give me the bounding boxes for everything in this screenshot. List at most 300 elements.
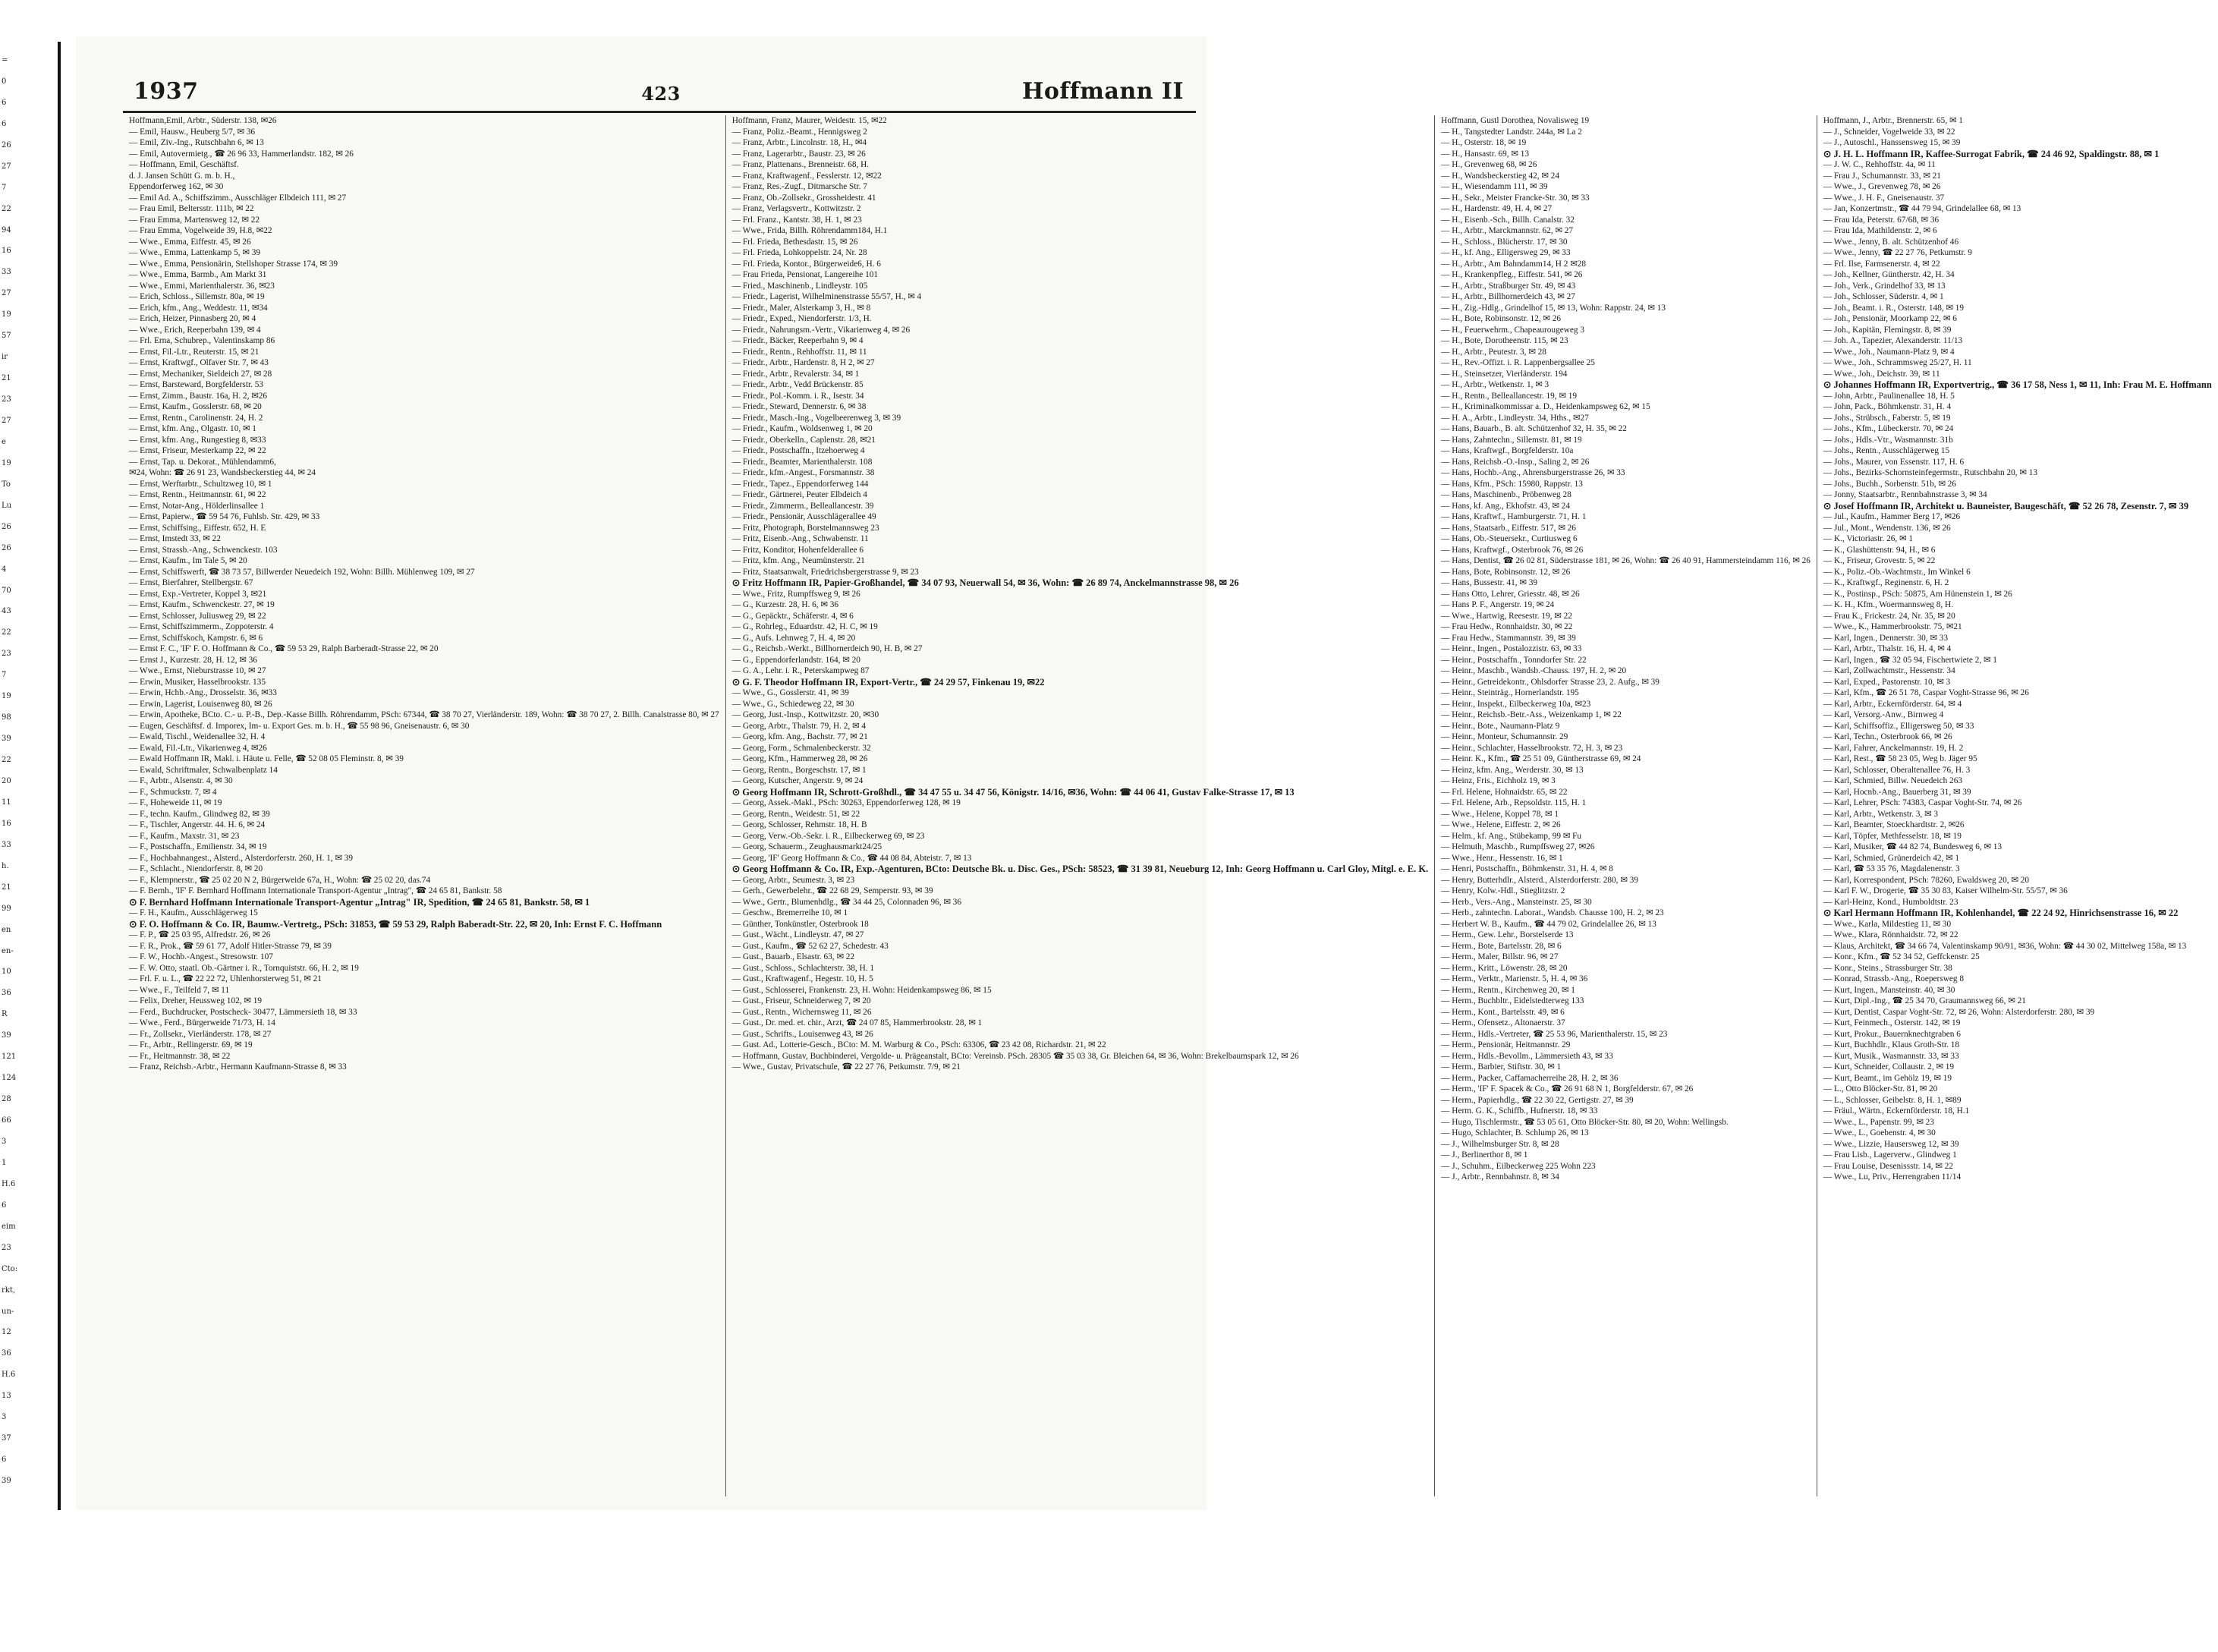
directory-entry: — H., Krankenpfleg., Eiffestr. 541, ✉ 26 [1441, 270, 1583, 279]
directory-entry: — Ernst J., Kurzestr. 28, H. 12, ✉ 36 [129, 655, 257, 665]
directory-entry: — Franz, Reichsb.-Arbtr., Hermann Kaufmann-Strasse 8, ✉ 33 [129, 1062, 347, 1071]
directory-entry: — Ernst, kfm. Ang., Olgastr. 10, ✉ 1 [129, 424, 256, 433]
directory-entry: — Hoffmann, Gustav, Buchbinderei, Vergolde- u. Prägeanstalt, BCto: Vereinsb. PSch. 28305 ☎ 35 03 38, Gr. Bleichen 64, ✉ 36, Wohn: Brekelbaumspark 12, ✉ 26 [731, 1051, 1299, 1061]
directory-entry: — Georg, Rentn., Weidestr. 51, ✉ 22 [731, 809, 860, 819]
margin-fragment: 16 [2, 819, 11, 828]
directory-entry: — Herm., Hdls.-Vertreter, ☎ 25 53 96, Marienthalerstr. 15, ✉ 23 [1441, 1029, 1668, 1039]
directory-entry: — Karl, Schmied, Grünerdeich 42, ✉ 1 [1823, 853, 1960, 863]
directory-entry: — Fritz, Eisenb.-Ang., Schwabenstr. 11 [731, 534, 869, 543]
directory-entry: — Frau Hedw., Stammannstr. 39, ✉ 39 [1441, 633, 1576, 643]
directory-entry: — Wwe., K., Hammerbrookstr. 75, ✉21 [1823, 622, 1962, 631]
directory-entry: — Hugo, Tischlermstr., ☎ 53 05 61, Otto Blöcker-Str. 80, ✉ 20, Wohn: Wellingsb. [1441, 1117, 1729, 1127]
directory-entry: — H., Feuerwehrm., Chapeaurougeweg 3 [1441, 325, 1585, 335]
directory-entry: — G., Aufs. Lehnweg 7, H. 4, ✉ 20 [731, 633, 856, 643]
directory-entry: — Frl. Ilse, Farmsenerstr. 4, ✉ 22 [1823, 259, 1940, 269]
directory-entry: — Wwe., Hartwig, Reesestr. 19, ✉ 22 [1441, 611, 1572, 621]
margin-fragment: rkt, [2, 1285, 16, 1295]
directory-entry: — Karl, Techn., Osterbrook 66, ✉ 26 [1823, 732, 1952, 741]
directory-entry: — H., Hardenstr. 49, H. 4, ✉ 27 [1441, 204, 1553, 213]
margin-fragment: 1 [2, 1158, 7, 1167]
margin-fragment: 6 [2, 1200, 7, 1210]
directory-entry: — H., Schloss., Blücherstr. 17, ✉ 30 [1441, 237, 1568, 247]
margin-fragment: 39 [2, 1031, 11, 1040]
directory-entry: — F., techn. Kaufm., Glindweg 82, ✉ 39 [129, 809, 270, 819]
margin-fragment: 13 [2, 1392, 11, 1401]
column-3 [1434, 115, 1817, 1496]
directory-entry: — Helm., kf. Ang., Stübekamp, 99 ✉ Fu [1441, 831, 1582, 841]
directory-entry: — Konr., Kfm., ☎ 52 34 52, Geffckenstr. 25 [1823, 952, 1980, 961]
directory-entry: ⊙ Georg Hoffmann & Co. IR, Exp.-Agenturen, BCto: Deutsche Bk. u. Disc. Ges., PSch: 58523, ☎ 31 39 81, Neueburg 12, Inh: Georg Hoffmann u. Carl Gloy, Mitgl. e. E. K. [731, 864, 1429, 874]
directory-entry: — Hans, Ob.-Steuersekr., Curtiusweg 6 [1441, 534, 1578, 543]
directory-entry: — Fr., Zollsekr., Vierländerstr. 178, ✉ 27 [129, 1029, 272, 1039]
directory-entry: — Hugo, Schlachter, B. Schlump 26, ✉ 13 [1441, 1128, 1589, 1138]
margin-fragment: 6 [2, 1455, 7, 1465]
directory-entry: — J., Schuhm., Eilbeckerweg 225 Wohn 223 [1441, 1161, 1596, 1171]
directory-entry: — Frl. Frieda, Lohkoppelstr. 24, Nr. 28 [731, 248, 867, 257]
directory-entry: — Frl. Frieda, Kontor., Bürgerweide6, H. 6 [731, 259, 881, 269]
directory-entry: — Gust., Dr. med. et. chir., Arzt, ☎ 24 07 85, Hammerbrookstr. 28, ✉ 1 [731, 1018, 983, 1027]
directory-entry: — Geschw., Bremerreihe 10, ✉ 1 [731, 908, 848, 917]
directory-entry: — Gust., Schloss., Schlachterstr. 38, H. 1 [731, 963, 875, 973]
directory-entry: — Karl, Beamter, Stoeckhardtstr. 2, ✉26 [1823, 820, 1965, 829]
directory-entry: — Wwe., Jenny, ☎ 22 27 76, Petkumstr. 9 [1823, 248, 1972, 257]
directory-entry: — G., Reichsb.-Werkt., Billhornerdeich 90, H. B, ✉ 27 [731, 644, 923, 653]
directory-entry: — H., Osterstr. 18, ✉ 19 [1441, 138, 1527, 147]
directory-entry: — Herm., Hdls.-Bevollm., Lämmersieth 43, ✉ 33 [1441, 1051, 1613, 1061]
directory-entry: ⊙ Josef Hoffmann IR, Architekt u. Bauneister, Baugeschäft, ☎ 52 26 78, Zesenstr. 7, ✉ 39 [1823, 500, 2189, 511]
directory-entry: — Heinr., Getreidekontr., Ohlsdorfer Strasse 23, 2. Aufg., ✉ 39 [1441, 677, 1660, 687]
directory-entry: — Friedr., Pensionär, Ausschlägerallee 49 [731, 512, 876, 521]
directory-entry: Hoffmann, Gustl Dorothea, Novalisweg 19 [1441, 116, 1590, 125]
directory-entry: — Ernst, Zimm., Baustr. 16a, H. 2, ✉26 [129, 391, 268, 401]
directory-entry: — F., Postschaffn., Emilienstr. 34, ✉ 19 [129, 842, 267, 851]
directory-entry: — John, Pack., Böhmkenstr. 31, H. 4 [1823, 402, 1952, 411]
directory-entry: — Henri, Postschaffn., Böhmkenstr. 31, H. 4, ✉ 8 [1441, 864, 1613, 873]
directory-entry: — Karl, Arbtr., Eckernförderstr. 64, ✉ 4 [1823, 699, 1962, 709]
directory-entry: — Wwe., J., Grevenweg 78, ✉ 26 [1823, 182, 1941, 191]
directory-entry: — Wwe., Emma, Barmb., Am Markt 31 [129, 270, 267, 279]
directory-entry: — G., Eppendorferlandstr. 164, ✉ 20 [731, 655, 860, 665]
directory-entry: — Karl, Versorg.-Anw., Birnweg 4 [1823, 710, 1944, 719]
directory-entry: — Hans Otto, Lehrer, Griesstr. 48, ✉ 26 [1441, 589, 1580, 599]
directory-entry: — Friedr., Bäcker, Reeperbahn 9, ✉ 4 [731, 336, 864, 345]
directory-entry: — Franz, Kraftwagenf., Fesslerstr. 12, ✉22 [731, 171, 882, 181]
directory-entry: — Friedr., Tapez., Eppendorferweg 144 [731, 479, 869, 489]
directory-entry: — Henry, Butterhdlr., Alsterd., Alsterdorferstr. 280, ✉ 39 [1441, 875, 1638, 885]
margin-fragment: H.6 [2, 1370, 16, 1380]
margin-fragment: 22 [2, 756, 11, 765]
directory-entry: — Ernst, Papierw., ☎ 59 54 76, Fuhlsb. Str. 429, ✉ 33 [129, 512, 320, 521]
directory-entry: — Karl, Schmied, Billw. Neuedeich 263 [1823, 776, 1963, 785]
directory-entry: — Hoffmann, Emil, Geschäftsf. [129, 160, 239, 169]
directory-entry: — Gerh., Gewerbelehr., ☎ 22 68 29, Semperstr. 93, ✉ 39 [731, 886, 933, 895]
margin-fragment: 23 [2, 1243, 11, 1252]
page-header [123, 78, 1199, 112]
margin-fragment: 39 [2, 1477, 11, 1486]
directory-entry: — Georg, Assek.-Makl., PSch: 30263, Eppendorferweg 128, ✉ 19 [731, 798, 961, 807]
directory-entry: — Franz, Verlagsvertr., Kottwitzstr. 2 [731, 204, 861, 213]
margin-fragment: 43 [2, 607, 11, 616]
directory-entry: — Herb., zahntechn. Laborat., Wandsb. Chausse 100, H. 2, ✉ 23 [1441, 908, 1664, 917]
directory-entry: — G., Kurzestr. 28, H. 6, ✉ 36 [731, 600, 839, 609]
directory-entry: — Franz, Arbtr., Lincolnstr. 18, H., ✉4 [731, 138, 867, 147]
directory-entry: — Ernst F. C., 'IF' F. O. Hoffmann & Co., ☎ 59 53 29, Ralph Barberadt-Strasse 22, ✉ 20 [129, 644, 439, 653]
margin-fragment: 36 [2, 989, 11, 998]
directory-entry: — Frl. Franz., Kantstr. 38, H. 1, ✉ 23 [731, 215, 862, 225]
directory-entry: — Kurt, Ingen., Mansteinstr. 40, ✉ 30 [1823, 985, 1955, 995]
directory-entry: — Gust., Kaufm., ☎ 52 62 27, Schedestr. 43 [731, 941, 889, 951]
directory-entry: — Frl. Helene, Hohnaidstr. 65, ✉ 22 [1441, 787, 1568, 797]
directory-entry: — Georg, Form., Schmalenbeckerstr. 32 [731, 743, 871, 753]
directory-entry: — Ernst, Kaufm., Gosslerstr. 68, ✉ 20 [129, 402, 262, 411]
directory-entry: — Ernst, Kaufm., Im Tale 5, ✉ 20 [129, 556, 247, 565]
directory-entry: — Johs., Strübsch., Faberstr. 5, ✉ 19 [1823, 413, 1951, 423]
directory-entry: — Johs., Bezirks-Schornsteinfegermstr., Rutschbahn 20, ✉ 13 [1823, 468, 2038, 477]
directory-entry: — Georg, Arbtr., Seumestr. 3, ✉ 23 [731, 875, 855, 885]
directory-entry: — Kurt, Dipl.-Ing., ☎ 25 34 70, Graumannsweg 66, ✉ 21 [1823, 996, 2026, 1005]
directory-entry: — Gust., Wächt., Lindleystr. 47, ✉ 27 [731, 930, 864, 939]
directory-entry: — Frau Lisb., Lagerverw., Glindweg 1 [1823, 1150, 1957, 1160]
directory-entry: — Fr., Arbtr., Rellingerstr. 69, ✉ 19 [129, 1040, 253, 1049]
directory-entry: — Karl, Musiker, ☎ 44 82 74, Bundesweg 6, ✉ 13 [1823, 842, 2002, 851]
directory-entry: — Joh. A., Tapezier, Alexanderstr. 11/13 [1823, 336, 1963, 345]
directory-entry: — Ernst, Strassb.-Ang., Schwenckestr. 103 [129, 545, 278, 555]
directory-entry: — L., Schlosser, Geibelstr. 8, H. 1, ✉89 [1823, 1095, 1962, 1105]
directory-entry: — Heinr., Postschaffn., Tonndorfer Str. 22 [1441, 655, 1587, 665]
directory-entry: — Wwe., L., Papenstr. 99, ✉ 23 [1823, 1117, 1934, 1127]
margin-fragment: 16 [2, 247, 11, 256]
directory-entry: — Wwe., Jenny, B. alt. Schützenhof 46 [1823, 237, 1959, 247]
directory-page [76, 36, 2212, 1510]
directory-entry: — Karl, Hocnb.-Ang., Bauerberg 31, ✉ 39 [1823, 787, 1971, 797]
directory-entry: — J., Schneider, Vogelweide 33, ✉ 22 [1823, 127, 1955, 137]
margin-fragment: Lu [2, 501, 12, 510]
directory-entry: — Friedr., Arbtr., Hardenstr. 8, H 2, ✉ 27 [731, 358, 875, 367]
directory-entry: — Gust., Schlosserei, Frankenstr. 23, H. Wohn: Heidenkampsweg 86, ✉ 15 [731, 985, 992, 995]
directory-entry: — H., Steinsetzer, Vierländerstr. 194 [1441, 369, 1568, 379]
directory-entry: — Wwe., Ernst, Nieburstrasse 10, ✉ 27 [129, 666, 266, 675]
directory-entry: — Karl, Schiffsoffiz., Elligersweg 50, ✉ 33 [1823, 721, 1974, 731]
directory-entry: — Wwe., Helene, Koppel 78, ✉ 1 [1441, 809, 1559, 819]
directory-entry: — Friedr., Zimmerm., Belleallancestr. 39 [731, 501, 874, 511]
directory-entry: — Wwe., Emma, Pensionärin, Stellshoper Strasse 174, ✉ 39 [129, 259, 338, 269]
directory-entry: — Erich, Heizer, Pinnasberg 20, ✉ 4 [129, 314, 256, 323]
directory-entry: — H., Hansastr. 69, ✉ 13 [1441, 149, 1530, 159]
directory-entry: — Wwe., Erich, Reeperbahn 139, ✉ 4 [129, 325, 261, 335]
directory-entry: — Ewald Hoffmann IR, Makl. i. Häute u. Felle, ☎ 52 08 05 Fleminstr. 8, ✉ 39 [129, 754, 404, 763]
margin-fragment: 11 [2, 798, 11, 807]
directory-entry: — Frau Frieda, Pensionat, Langereihe 101 [731, 270, 879, 279]
directory-entry: — Wwe., Joh., Deichstr. 39, ✉ 11 [1823, 369, 1940, 379]
directory-entry: — Hans, Bussestr. 41, ✉ 39 [1441, 578, 1538, 587]
directory-entry: — Heinr., Inspekt., Eilbeckerweg 10a, ✉23 [1441, 699, 1591, 709]
directory-entry: — Wwe., Ferd., Bürgerweide 71/73, H. 14 [129, 1018, 275, 1027]
directory-entry: — Karl, Töpfer, Methfesselstr. 18, ✉ 19 [1823, 831, 1962, 841]
directory-entry: Hoffmann, J., Arbtr., Brennerstr. 65, ✉ 1 [1823, 116, 1963, 125]
directory-entry: — Wwe., Gertr., Blumenhdlg., ☎ 34 44 25, Colonnaden 96, ✉ 36 [731, 897, 961, 907]
directory-entry: — Hans, Staatsarb., Eiffestr. 517, ✉ 26 [1441, 523, 1576, 533]
directory-entry: — Wwe., Emma, Lattenkamp 5, ✉ 39 [129, 248, 261, 257]
directory-entry: — Franz, Ob.-Zollsekr., Grossheidestr. 41 [731, 193, 876, 203]
directory-entry: — Herm., Barbier, Stiftstr. 30, ✉ 1 [1441, 1062, 1562, 1071]
directory-entry: ⊙ Karl Hermann Hoffmann IR, Kohlenhandel, ☎ 22 24 92, Hinrichsenstrasse 16, ✉ 22 [1823, 908, 2179, 918]
directory-entry: — Konrad, Strassb.-Ang., Roepersweg 8 [1823, 974, 1965, 983]
directory-entry: — Karl, Fahrer, Anckelmannstr. 19, H. 2 [1823, 743, 1964, 753]
directory-entry: — Ernst, Schiffswerft, ☎ 38 73 57, Billwerder Neuedeich 192, Wohn: Billh. Mühlenweg 109, ✉ 27 [129, 567, 475, 577]
directory-entry: — Karl, Arbtr., Wetkenstr. 3, ✉ 3 [1823, 809, 1939, 819]
directory-entry: — Karl, Schlosser, Oberaltenallee 76, H. 3 [1823, 765, 1971, 775]
directory-entry: — Fried., Maschinenb., Lindleystr. 105 [731, 281, 868, 291]
margin-fragment: 6 [2, 98, 7, 107]
directory-entry: — Kurt, Beamt., im Gehölz 19, ✉ 19 [1823, 1073, 1952, 1083]
margin-fragment: 3 [2, 1413, 7, 1422]
directory-entry: — K., Victoriastr. 26, ✉ 1 [1823, 534, 1913, 543]
directory-entry: — Friedr., kfm.-Angest., Forsmannstr. 38 [731, 468, 875, 477]
margin-fragment: en- [2, 946, 14, 955]
directory-entry: — Herm., Gew. Lehr., Borstelserde 13 [1441, 930, 1574, 939]
directory-entry: — Jul., Mont., Wendenstr. 136, ✉ 26 [1823, 523, 1951, 533]
directory-entry: — Frau Ida, Mathildenstr. 2, ✉ 6 [1823, 226, 1937, 235]
directory-entry: — Joh., Pensionär, Moorkamp 22, ✉ 6 [1823, 314, 1957, 323]
directory-entry: — Erich, kfm., Ang., Weddestr. 11, ✉34 [129, 303, 268, 313]
directory-entry: — G., Rohrleg., Eduardstr. 42, H. C, ✉ 19 [731, 622, 878, 631]
margin-fragment: 6 [2, 119, 7, 128]
directory-entry: — Jonny, Staatsarbtr., Rennbahnstrasse 3, ✉ 34 [1823, 490, 1987, 499]
directory-entry: — Wwe., Emmi, Marienthalerstr. 36, ✉23 [129, 281, 275, 291]
directory-entry: Hoffmann, Franz, Maurer, Weidestr. 15, ✉22 [731, 116, 887, 125]
margin-fragment: 70 [2, 586, 11, 595]
directory-entry: — Frau Louise, Desenissstr. 14, ✉ 22 [1823, 1161, 1953, 1171]
directory-entry: — Wwe., L., Goebenstr. 4, ✉ 30 [1823, 1128, 1936, 1138]
directory-entry: — Gust., Schrifts., Louisenweg 43, ✉ 26 [731, 1029, 873, 1039]
directory-entry: — Franz, Plattenans., Brenneistr. 68, H. [731, 160, 870, 169]
directory-entry: — Wwe., Henr., Hessenstr. 16, ✉ 1 [1441, 853, 1563, 863]
directory-entry: — Ernst, Notar-Ang., Hölderlinsallee 1 [129, 501, 265, 511]
directory-entry: ✉24, Wohn: ☎ 26 91 23, Wandsbeckerstieg 44, ✉ 24 [129, 468, 316, 477]
directory-entry: — H., Tangstedter Landstr. 244a, ✉ La 2 [1441, 127, 1582, 137]
margin-fragment: 98 [2, 713, 11, 722]
directory-entry: — Friedr., Pol.-Komm. i. R., Isestr. 34 [731, 391, 864, 401]
directory-entry: — K., Kraftwgf., Reginenstr. 6, H. 2 [1823, 578, 1949, 587]
directory-entry: — Hans, Bote, Robinsonstr. 12, ✉ 26 [1441, 567, 1571, 577]
directory-entry: — J., Berlinerthor 8, ✉ 1 [1441, 1150, 1528, 1160]
directory-entry: — H., Arbtr., Wetkenstr. 1, ✉ 3 [1441, 380, 1549, 389]
directory-entry: — Johs., Rentn., Ausschlägerweg 15 [1823, 446, 1950, 455]
directory-entry: — Ernst, Barsteward, Borgfelderstr. 53 [129, 380, 264, 389]
directory-entry: — Ernst, Tap. u. Dekorat., Mühlendamm6, [129, 457, 276, 467]
directory-entry: — Herb., Vers.-Ang., Mansteinstr. 25, ✉ 30 [1441, 897, 1592, 907]
directory-entry: — Frau Emma, Martensweg 12, ✉ 22 [129, 215, 260, 225]
directory-entry: — Herm., Pensionär, Heitmannstr. 29 [1441, 1040, 1571, 1049]
margin-fragment: 26 [2, 140, 11, 149]
directory-entry: — Franz, Poliz.-Beamt., Hennigsweg 2 [731, 127, 867, 137]
directory-entry: — Georg, 'IF' Georg Hoffmann & Co., ☎ 44 08 84, Abteistr. 7, ✉ 13 [731, 853, 972, 863]
directory-entry: — K., Poliz.-Ob.-Wachtmstr., Im Winkel 6 [1823, 567, 1971, 577]
margin-fragment: 27 [2, 417, 11, 425]
directory-entry: — Emil, Hausw., Heuberg 5/7, ✉ 36 [129, 127, 256, 137]
directory-entry: — Hans, Maschinenb., Pröbenweg 28 [1441, 490, 1571, 499]
directory-entry: — Georg, Schlosser, Rehmstr. 18, H. B [731, 820, 867, 829]
margin-fragment: 121 [2, 1053, 17, 1062]
directory-entry: — Wwe., F., Teilfeld 7, ✉ 11 [129, 985, 230, 995]
margin-fragment: R [2, 1010, 8, 1019]
directory-entry: — F., Hoheweide 11, ✉ 19 [129, 798, 222, 807]
directory-entry: — Ernst, kfm. Ang., Rungestieg 8, ✉33 [129, 435, 266, 445]
margin-fragment: 23 [2, 395, 11, 404]
margin-fragment: H.6 [2, 1179, 16, 1188]
directory-entry: — Herm., Verktr., Marienstr. 5, H. 4, ✉ 36 [1441, 974, 1588, 983]
directory-entry: ⊙ G. F. Theodor Hoffmann IR, Export-Vertr., ☎ 24 29 57, Finkenau 19, ✉22 [731, 676, 1045, 688]
directory-entry: — Fritz, Photograph, Borstelmannsweg 23 [731, 523, 879, 533]
directory-entry: — F., Schmuckstr. 7, ✉ 4 [129, 787, 217, 797]
directory-entry: — Herm., Packer, Caffamacherreihe 28, H. 2, ✉ 36 [1441, 1073, 1619, 1083]
directory-entry: — Karl F. W., Drogerie, ☎ 35 30 83, Kaiser Wilhelm-Str. 55/57, ✉ 36 [1823, 886, 2068, 895]
directory-entry: — F. H., Kaufm., Ausschlägerweg 15 [129, 908, 258, 917]
directory-entry: — Wwe., Klara, Rönnhaidstr. 72, ✉ 22 [1823, 930, 1958, 939]
margin-fragment: 124 [2, 1074, 17, 1083]
directory-entry: — Heinr., Schlachter, Hasselbrookstr. 72, H. 3, ✉ 23 [1441, 743, 1623, 753]
directory-entry: — Frl. Erna, Schubrep., Valentinskamp 86 [129, 336, 275, 345]
directory-entry: — H., Sekr., Meister Francke-Str. 30, ✉ 33 [1441, 193, 1590, 203]
margin-fragment: To [2, 480, 11, 489]
directory-entry: — Gust., Kraftwagenf., Hegestr. 10, H. 5 [731, 974, 873, 983]
directory-entry: — G. A., Lehr. i. R., Peterskampweg 87 [731, 666, 870, 675]
directory-entry: — Kurt, Musik., Wasmannstr. 33, ✉ 33 [1823, 1051, 1959, 1061]
directory-columns [123, 115, 2212, 1496]
directory-entry: — Hans, kf. Ang., Ekhofstr. 43, ✉ 24 [1441, 501, 1570, 511]
margin-fragment: 26 [2, 522, 11, 531]
directory-entry: — Hans, Hochb.-Ang., Ahrensburgerstrasse 26, ✉ 33 [1441, 468, 1625, 477]
margin-fragment: 99 [2, 904, 11, 913]
directory-entry: — L., Otto Blöcker-Str. 81, ✉ 20 [1823, 1084, 1938, 1093]
directory-entry: — Hans, Kraftwgf., Borgfelderstr. 10a [1441, 446, 1574, 455]
directory-entry: — Wwe., G., Gosslerstr. 41, ✉ 39 [731, 688, 849, 697]
directory-entry: — Ernst, Bierfahrer, Stellbergstr. 67 [129, 578, 253, 587]
directory-entry: — Frau Ida, Peterstr. 67/68, ✉ 36 [1823, 215, 1940, 225]
directory-entry: — Günther, Tonkünstler, Osterbrook 18 [731, 919, 869, 929]
margin-fragment: 23 [2, 650, 11, 659]
directory-entry: — Wwe., Frida, Billh. Röhrendamm184, H.1 [731, 226, 888, 235]
directory-entry: — Wwe., Joh., Naumann-Platz 9, ✉ 4 [1823, 347, 1955, 357]
directory-entry: — F., Tischler, Angerstr. 44. H. 6, ✉ 24 [129, 820, 266, 829]
directory-entry: — Wwe., Karla, Mildestieg 11, ✉ 30 [1823, 919, 1952, 929]
margin-fragment: 33 [2, 268, 11, 277]
directory-entry: — Karl, Korrespondent, PSch: 78260, Ewaldsweg 20, ✉ 20 [1823, 875, 2030, 885]
margin-fragment: 20 [2, 777, 11, 785]
directory-entry: — Johs., Kfm., Lübeckerstr. 70, ✉ 24 [1823, 424, 1954, 433]
directory-entry: — Hans, Kfm., PSch: 15980, Rappstr. 13 [1441, 479, 1583, 489]
directory-entry: — Friedr., Arbtr., Vedd Brückenstr. 85 [731, 380, 864, 389]
directory-entry: — Emil, Ziv.-Ing., Rutschbahn 6, ✉ 13 [129, 138, 264, 147]
directory-entry: — Hans, Dentist, ☎ 26 02 81, Süderstrasse 181, ✉ 26, Wohn: ☎ 26 40 91, Hammersteindamm 116, ✉ 26 [1441, 556, 1811, 565]
directory-entry: — Erwin, Musiker, Hasselbrookstr. 135 [129, 677, 266, 687]
directory-entry: — Ernst, Schlosser, Juliusweg 29, ✉ 22 [129, 611, 266, 621]
directory-entry: — Herm., 'IF' F. Spacek & Co., ☎ 26 91 68 N 1, Borgfelderstr. 67, ✉ 26 [1441, 1084, 1694, 1093]
directory-entry: — Ernst, Schiffszimmerm., Zoppoterstr. 4 [129, 622, 274, 631]
directory-entry: — Fritz, Konditor, Hohenfelderallee 6 [731, 545, 864, 555]
directory-entry: — Wwe., Lu, Priv., Herrengraben 11/14 [1823, 1172, 1962, 1182]
directory-entry: — Ernst, Imstedt 33, ✉ 22 [129, 534, 221, 543]
directory-entry: — F. R., Prok., ☎ 59 61 77, Adolf Hitler-Strasse 79, ✉ 39 [129, 941, 332, 951]
column-4 [1817, 115, 2218, 1496]
directory-entry: — Herm., Bote, Bartelsstr. 28, ✉ 6 [1441, 941, 1562, 951]
directory-entry: — H., Rentn., Belleallancestr. 19, ✉ 19 [1441, 391, 1578, 401]
directory-entry: — Ernst, Werftarbtr., Schultzweg 10, ✉ 1 [129, 479, 272, 489]
directory-entry: — H., Kriminalkommissar a. D., Heidenkampsweg 62, ✉ 15 [1441, 402, 1650, 411]
directory-entry: — Fr., Heitmannstr. 38, ✉ 22 [129, 1051, 231, 1061]
directory-entry: — Karl, Rest., ☎ 58 23 05, Weg b. Jäger 95 [1823, 754, 1977, 763]
directory-entry: — Georg, Just.-Insp., Kottwitzstr. 20, ✉30 [731, 710, 879, 719]
directory-entry: — Ewald, Fil.-Ltr., Vikarienweg 4, ✉26 [129, 743, 267, 753]
margin-fragment: 19 [2, 310, 11, 319]
directory-entry: — Wwe., Emma, Eiffestr. 45, ✉ 26 [129, 237, 251, 247]
directory-entry: d. J. Jansen Schütt G. m. b. H., [129, 171, 235, 181]
directory-entry: — Kurt, Prokur., Bauernknechtgraben 6 [1823, 1029, 1961, 1039]
directory-entry: — Georg, kfm. Ang., Bachstr. 77, ✉ 21 [731, 732, 868, 741]
directory-entry: — Emil Ad. A., Schiffszimm., Ausschläger Elbdeich 111, ✉ 27 [129, 193, 347, 203]
margin-fragment: 4 [2, 565, 7, 574]
directory-entry: — Karl, Kfm., ☎ 26 51 78, Caspar Voght-Strasse 96, ✉ 26 [1823, 688, 2029, 697]
directory-entry: — Herm., Papierhdlg., ☎ 22 30 22, Gertigstr. 27, ✉ 39 [1441, 1095, 1634, 1105]
directory-entry: — Erwin, Apotheke, BCto. C.- u. P.-B., Dep.-Kasse Billh. Röhrendamm, PSch: 67344, ☎ 38 70 27, Vierländerstr. 189, Wohn: ☎ 38 70 27, 2. Billh. Canalstrasse 80, ✉ 27 [129, 710, 719, 719]
directory-entry: — Gust., Rentn., Wichernsweg 11, ✉ 26 [731, 1007, 872, 1017]
directory-entry: — Wwe., Gustav, Privatschule, ☎ 22 27 76, Petkumstr. 7/9, ✉ 21 [731, 1062, 961, 1071]
directory-entry: — Herm., Kont., Bartelsstr. 49, ✉ 6 [1441, 1007, 1565, 1017]
directory-entry: — Gust., Bauarb., Elsastr. 63, ✉ 22 [731, 952, 855, 961]
directory-entry: — H., Bote, Robinsonstr. 12, ✉ 26 [1441, 314, 1562, 323]
directory-entry: — Ernst, Kaufm., Schwenckestr. 27, ✉ 19 [129, 600, 275, 609]
directory-entry: — Joh., Schlosser, Süderstr. 4, ✉ 1 [1823, 292, 1944, 301]
directory-entry: — Fritz, kfm. Ang., Neumünsterstr. 21 [731, 556, 865, 565]
header-name: Hoffmann II [1022, 78, 1184, 105]
header-page-number: 423 [641, 83, 681, 105]
directory-entry: — F., Arbtr., Alsenstr. 4, ✉ 30 [129, 776, 233, 785]
directory-entry: — Karl, Exped., Pastorenstr. 10, ✉ 3 [1823, 677, 1951, 687]
directory-entry: Eppendorferweg 162, ✉ 30 [129, 182, 224, 191]
margin-fragment: 39 [2, 735, 11, 744]
directory-entry: — Erich, Schloss., Sillemstr. 80a, ✉ 19 [129, 292, 265, 301]
directory-entry: — Karl, ☎ 53 35 76, Magdalenenstr. 3 [1823, 864, 1960, 873]
directory-entry: — Kurt, Buchhdlr., Klaus Groth-Str. 18 [1823, 1040, 1960, 1049]
directory-entry: — Friedr., Arbtr., Revalerstr. 34, ✉ 1 [731, 369, 860, 379]
directory-entry: — K. H., Kfm., Woermannsweg 8, H. [1823, 600, 1954, 609]
directory-entry: — Johs., Buchh., Sorbenstr. 51b, ✉ 26 [1823, 479, 1957, 489]
directory-entry: ⊙ Georg Hoffmann IR, Schrott-Großhdl., ☎ 34 47 55 u. 34 47 56, Königstr. 14/16, ✉36, Wohn: ☎ 44 06 41, Gustav Falke-Strasse 17, ✉ 13 [731, 786, 1295, 798]
directory-entry: — Jul., Kaufm., Hammer Berg 17, ✉26 [1823, 512, 1961, 521]
margin-fragment: un- [2, 1307, 14, 1316]
margin-fragment: 22 [2, 628, 11, 637]
directory-entry: — Georg, Verw.-Ob.-Sekr. i. R., Eilbeckerweg 69, ✉ 23 [731, 831, 925, 841]
directory-entry: — Herm., Ofensetz., Altonaerstr. 37 [1441, 1018, 1565, 1027]
directory-entry: — Joh., Beamt. i. R., Osterstr. 148, ✉ 19 [1823, 303, 1965, 313]
directory-entry: — Georg, Schauerm., Zeughausmarkt24/25 [731, 842, 882, 851]
directory-entry: — Fritz, Staatsanwalt, Friedrichsbergerstrasse 9, ✉ 23 [731, 567, 919, 577]
directory-entry: — Heinr. K., Kfm., ☎ 25 51 09, Güntherstrasse 69, ✉ 24 [1441, 754, 1641, 763]
directory-entry: — H., Wiesendamm 111, ✉ 39 [1441, 182, 1548, 191]
directory-entry: — Wwe., G., Schiedeweg 22, ✉ 30 [731, 699, 854, 709]
directory-entry: — Franz, Lagerarbtr., Baustr. 23, ✉ 26 [731, 149, 866, 159]
margin-fragment: 27 [2, 162, 11, 171]
directory-entry: — Ernst, Fil.-Ltr., Reuterstr. 15, ✉ 21 [129, 347, 260, 357]
directory-entry: — H., Arbtr., Straßburger Str. 49, ✉ 43 [1441, 281, 1576, 291]
directory-entry: — Friedr., Steward, Dennerstr. 6, ✉ 38 [731, 402, 867, 411]
directory-entry: — H., Eisenb.-Sch., Billh. Canalstr. 32 [1441, 215, 1575, 225]
directory-entry: — F. P., ☎ 25 03 95, Alfredstr. 26, ✉ 26 [129, 930, 271, 939]
directory-entry: — Eugen, Geschäftsf. d. Imporex, Im- u. Export Ges. m. b. H., ☎ 55 98 96, Gneisenaustr. 6, ✉ 30 [129, 721, 470, 731]
directory-entry: — H., Bote, Dorotheenstr. 115, ✉ 23 [1441, 336, 1568, 345]
directory-entry: — Karl, Lehrer, PSch: 74383, Caspar Voght-Str. 74, ✉ 26 [1823, 798, 2022, 807]
directory-entry: — Wwe., Fritz, Rumpffsweg 9, ✉ 26 [731, 589, 860, 599]
